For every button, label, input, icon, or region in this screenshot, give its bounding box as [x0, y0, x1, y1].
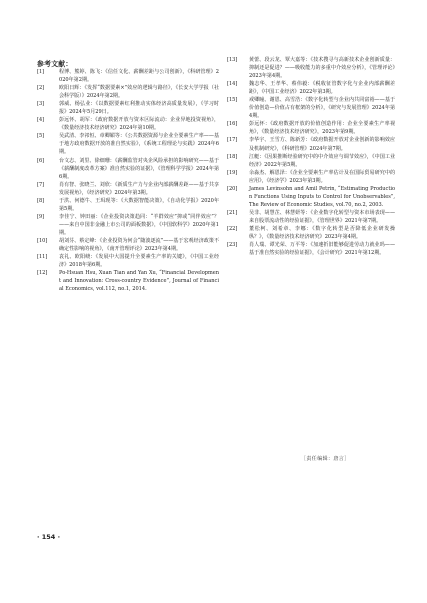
reference-entry	[37, 213, 219, 237]
reference-text: 胡刘芬、蔡定峰：《企业投资为何会“随波逐流”——基于宏观经济政策不确定性影响的视角》，《南开管理评论》2023年第4期。	[59, 237, 219, 253]
reference-number: [3]	[37, 101, 45, 108]
reference-number: [13]	[227, 57, 238, 63]
reference-number: [11]	[37, 254, 48, 261]
reference-number: [21]	[227, 209, 238, 216]
reference-number: [19]	[227, 169, 238, 176]
reference-entry	[37, 100, 219, 116]
references-right-column	[227, 56, 395, 257]
reference-entry	[227, 209, 395, 225]
reference-text: 肖人瑞、谭光荣、万平等：《加速折旧能够促进劳动力就业吗——基于准自然实验的经验证据》，《会计研究》2021年第12期。	[249, 242, 395, 257]
reference-entry	[227, 80, 395, 96]
page-number: · 154 ·	[37, 533, 61, 541]
reference-text: 余淼杰、解恩泽：《企业全要素生产率估计及在国际贸易研究中的应用》，《经济学》2023年第3期。	[249, 169, 395, 184]
reference-number: [5]	[37, 133, 45, 140]
reference-number: [2]	[37, 85, 45, 92]
reference-text: 于洪、何德牛、王珥现等：《大数据智能决策》，《自动化学报》2020年第5期。	[59, 197, 219, 212]
reference-entry	[227, 136, 395, 152]
reference-entry	[37, 269, 219, 293]
reference-text: James Levinsohn and Amil Petrin, “Estimating Production Functions Using Inputs to Control for Unobservables”, The Review of Economic Studies, vol.70, no.2, 2003.	[249, 185, 395, 208]
reference-number: [1]	[37, 69, 45, 75]
reference-entry	[37, 84, 219, 100]
reference-number: [17]	[227, 137, 238, 144]
reference-text: 彭远怀：《政府数据开放的价值创造作用：企业全要素生产率视角》，《数量经济技术经济研究》，2023年第9期。	[249, 121, 395, 136]
reference-text: 戒卿瞳、谢恩、高雪浩：《数字化转型与企业内共同富裕——基于价值创造—价值占有框架的分析》，《研究与发展管理》2024年第4期。	[249, 97, 395, 120]
reference-entry	[37, 157, 219, 181]
reference-entry	[227, 120, 395, 136]
reference-text: 台文志、刘里、徐细珊：《薪酬监管对央企风险承担的影响研究——基于《薪酬制度改革方案》准自然实验的证据》，《管理科学学报》2024年第6期。	[59, 157, 219, 180]
reference-text: 欧阳日辉：《发挥“数据要素×”效应的逻辑与路径》，《长安大学学报（社会科学版）》2024年第2期。	[59, 85, 219, 100]
reference-number: [22]	[227, 225, 238, 232]
reference-text: 程博、熊婷、陈飞：《信任文化、薪酬差距与公司创新》，《科研管理》2020年第2期。	[59, 69, 219, 84]
reference-text: 江艇：《因果推断经验研究中的中介效应与调节效应》，《中国工业经济》2022年第5期。	[249, 153, 395, 168]
reference-entry	[227, 225, 395, 241]
reference-text: 魏志华、王孝华、蔡伟毅：《税收征管数字化与企业内部薪酬差距》，《中国工业经济》2022年第3期。	[249, 81, 395, 96]
reference-entry	[37, 253, 219, 269]
references-heading: 参考文献：	[37, 60, 73, 68]
reference-number: [8]	[37, 197, 45, 204]
reference-entry	[227, 185, 395, 209]
reference-entry	[227, 96, 395, 120]
reference-text: 吴武清、李祁恒、章卿媚等：《公共数据资源与企业全要素生产率——基于地方政府数据开放的准自然实验》，《系统工程理论与实践》2024年6期。	[59, 133, 219, 156]
reference-text: 李华宇、王雪方、陈新芳：《政府数据开放对企业创新的影响效应及机制研究》，《科研管理》2024年第7期。	[249, 137, 395, 152]
reference-entry	[37, 197, 219, 213]
reference-text: Po-Hsuan Hsu, Xuan Tian and Yan Xu, “Financial Development and Innovation: Cross-country Evidence”, Journal of Financial Economics, vol.112, no.1, 2014.	[59, 270, 219, 293]
reference-number: [12]	[37, 270, 48, 277]
reference-entry	[227, 56, 395, 80]
reference-entry	[37, 68, 219, 84]
reference-number: [15]	[227, 97, 238, 104]
reference-number: [20]	[227, 185, 238, 192]
reference-entry	[227, 241, 395, 257]
reference-entry	[37, 237, 219, 253]
reference-text: 董松柯、刘希章、李娜：《数字化转型是否降低企业研发操纵？》，《数量经济技术经济研究》2023年第4期。	[249, 225, 395, 241]
reference-text: 黄蕾、段云龙、覃大嘉等：《技术搜寻与高新技术企业创新质量：抑制还是促进？——吸收能力的多重中介效应分析》，《管理评论》2023年第4期。	[249, 57, 395, 80]
reference-text: 肖有智、张晓兰、刘欣：《新质生产力与企业内部薪酬差距——基于共享发展视角》，《经济研究》2024年第3期。	[59, 181, 219, 196]
reference-entry	[227, 153, 395, 169]
reference-number: [7]	[37, 181, 45, 188]
reference-entry	[37, 181, 219, 197]
responsible-editor: ［责任编辑：唐言］	[301, 456, 350, 462]
reference-text: 郭威、杨弘业：《以数据要素红利推动实体经济高质量发展》，《学习时报》2024年5月29日。	[59, 101, 219, 116]
reference-number: [4]	[37, 117, 45, 124]
reference-text: 吴非、胡慧芷、林慧妍等：《企业数字化转型与资本市场表现——来自股票流动性的经验证据》，《管理世界》2021年第7期。	[249, 209, 395, 224]
reference-number: [10]	[37, 237, 48, 244]
reference-number: [18]	[227, 153, 238, 160]
reference-text: 彭远怀、胡军：《政府数据开放与资本区际流动：企业异地投资视角》，《数量经济技术经济研究》2024年第10期。	[59, 117, 219, 132]
reference-number: [14]	[227, 81, 238, 88]
reference-text: 袁礼、欧阳峣：《发展中大国提升全要素生产率的关键》，《中国工业经济》2018年第6期。	[59, 254, 219, 269]
reference-number: [16]	[227, 121, 238, 128]
reference-number: [23]	[227, 242, 238, 249]
reference-number: [6]	[37, 157, 45, 164]
reference-text: 李佳宁、钟田丽：《企业投资决策趋同：“羊群效应”抑或“同伴效应”？——来自中国非金融上市公司的面板数据》，《中国软科学》2020年第1期。	[59, 213, 219, 236]
reference-number: [9]	[37, 213, 45, 220]
reference-entry	[227, 169, 395, 185]
reference-entry	[37, 132, 219, 156]
reference-entry	[37, 116, 219, 132]
references-left-column	[37, 68, 219, 293]
